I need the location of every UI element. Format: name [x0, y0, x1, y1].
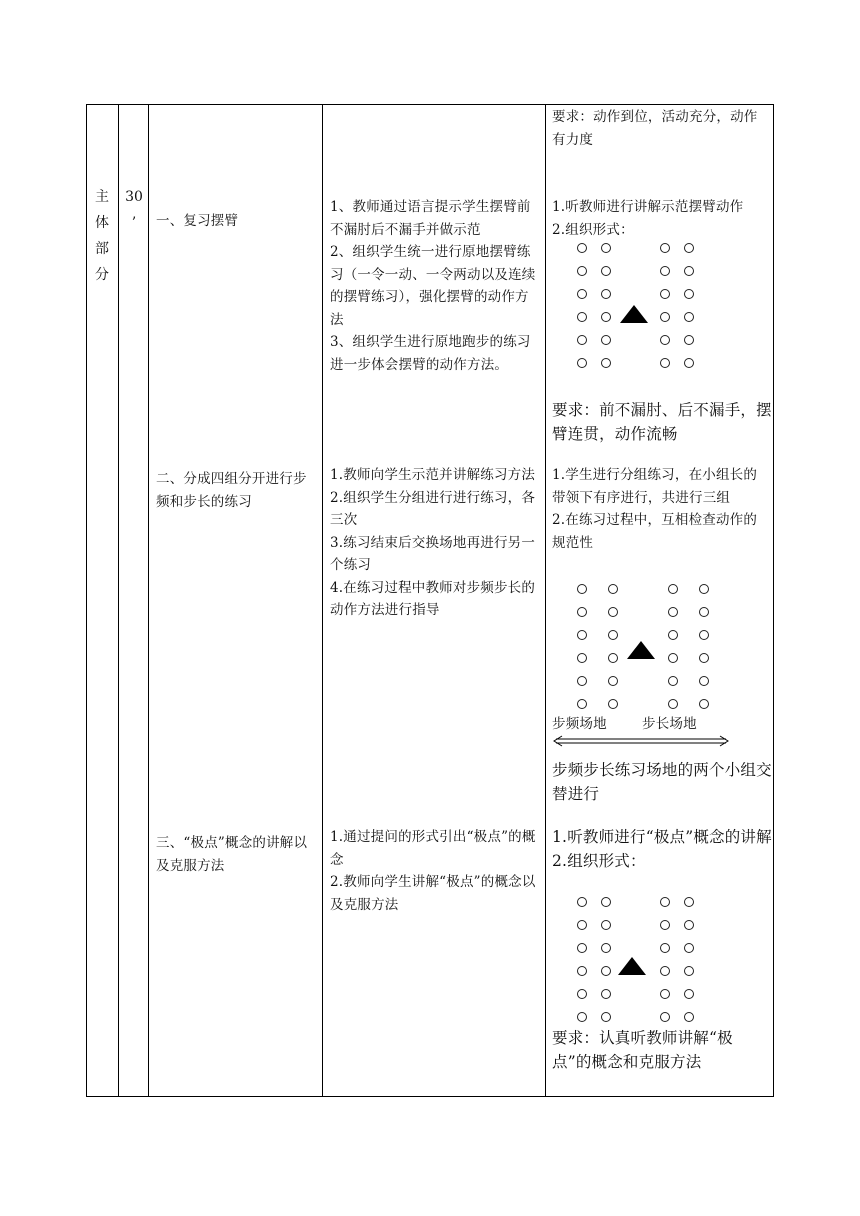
student-marker-icon	[577, 289, 587, 299]
student-marker-icon	[684, 920, 694, 930]
student-marker-icon	[684, 289, 694, 299]
row3-teacher: 1.通过提问的形式引出“极点”的概念 2.教师向学生讲解“极点”的概念以及克服方法	[330, 829, 536, 913]
student-marker-icon	[577, 584, 587, 594]
student-marker-icon	[608, 676, 618, 686]
student-marker-icon	[684, 312, 694, 322]
teacher-marker-icon	[627, 641, 655, 659]
student-marker-icon	[577, 243, 587, 253]
formation-diagram	[577, 243, 697, 373]
student-marker-icon	[577, 266, 587, 276]
student-marker-icon	[601, 243, 611, 253]
student-marker-icon	[601, 312, 611, 322]
student-marker-icon	[668, 630, 678, 640]
student-marker-icon	[660, 943, 670, 953]
student-marker-icon	[601, 897, 611, 907]
row1-requirement: 要求：前不漏肘、后不漏手，摆臂连贯，动作流畅	[552, 401, 772, 443]
row3-student: 1.听教师进行“极点”概念的讲解 2.组织形式：	[552, 828, 772, 870]
student-marker-icon	[577, 335, 587, 345]
row3-requirement: 要求：认真听教师讲解“极点”的概念和克服方法	[552, 1029, 733, 1071]
student-marker-icon	[660, 266, 670, 276]
field-right-label: 步长场地	[642, 716, 697, 732]
student-marker-icon	[577, 653, 587, 663]
student-marker-icon	[660, 989, 670, 999]
student-marker-icon	[608, 584, 618, 594]
student-marker-icon	[660, 1012, 670, 1022]
student-marker-icon	[684, 243, 694, 253]
field-left-label: 步频场地	[552, 716, 607, 732]
row2-student: 1.学生进行分组练习，在小组长的带领下有序进行，共进行三组 2.在练习过程中，互相检查动作的规范性	[552, 467, 758, 551]
student-marker-icon	[608, 699, 618, 709]
student-marker-icon	[601, 989, 611, 999]
column-divider	[148, 105, 149, 1096]
student-marker-icon	[601, 1012, 611, 1022]
student-marker-icon	[699, 676, 709, 686]
section-label: 主 体 部 分	[95, 189, 109, 283]
student-marker-icon	[684, 358, 694, 368]
student-marker-icon	[668, 699, 678, 709]
student-marker-icon	[684, 989, 694, 999]
student-marker-icon	[668, 584, 678, 594]
student-marker-icon	[660, 966, 670, 976]
row2-content: 二、分成四组分开进行步频和步长的练习	[156, 471, 307, 510]
student-marker-icon	[660, 358, 670, 368]
student-marker-icon	[577, 966, 587, 976]
student-marker-icon	[577, 699, 587, 709]
row1-student: 1.听教师进行讲解示范摆臂动作 2.组织形式：	[552, 199, 744, 238]
student-marker-icon	[660, 243, 670, 253]
student-marker-icon	[601, 335, 611, 345]
student-marker-icon	[577, 943, 587, 953]
student-marker-icon	[577, 920, 587, 930]
student-marker-icon	[668, 676, 678, 686]
formation-diagram	[577, 584, 717, 714]
student-marker-icon	[577, 1012, 587, 1022]
teacher-marker-icon	[618, 957, 646, 975]
student-marker-icon	[577, 897, 587, 907]
row2-teacher: 1.教师向学生示范并讲解练习方法 2.组织学生分组进行进行练习，各三次 3.练习结束后交换场地再进行另一个练习 4.在练习过程中教师对步频步长的动作方法进行指导	[330, 467, 536, 618]
student-marker-icon	[684, 943, 694, 953]
student-marker-icon	[577, 312, 587, 322]
student-marker-icon	[660, 920, 670, 930]
student-marker-icon	[608, 607, 618, 617]
student-marker-icon	[577, 630, 587, 640]
student-marker-icon	[684, 335, 694, 345]
student-marker-icon	[577, 676, 587, 686]
row1-teacher: 1、教师通过语言提示学生摆臂前不漏肘后不漏手并做示范 2、组织学生统一进行原地摆臂练习（一令一动、一令两动以及连续的摆臂练习），强化摆臂的动作方法 3、组织学生进行原地跑步的练习进一步体会摆臂的动作方法。	[330, 199, 536, 373]
student-marker-icon	[684, 966, 694, 976]
student-marker-icon	[608, 653, 618, 663]
student-marker-icon	[660, 335, 670, 345]
double-arrow-icon	[553, 735, 729, 747]
student-marker-icon	[699, 653, 709, 663]
student-marker-icon	[601, 266, 611, 276]
student-marker-icon	[699, 584, 709, 594]
student-marker-icon	[577, 989, 587, 999]
row1-student-top: 要求：动作到位，活动充分，动作有力度	[552, 109, 758, 148]
student-marker-icon	[601, 289, 611, 299]
student-marker-icon	[684, 897, 694, 907]
student-marker-icon	[699, 630, 709, 640]
student-marker-icon	[668, 607, 678, 617]
student-marker-icon	[699, 607, 709, 617]
student-marker-icon	[577, 607, 587, 617]
time-label: 30 ’	[125, 189, 143, 231]
student-marker-icon	[601, 920, 611, 930]
student-marker-icon	[684, 1012, 694, 1022]
student-marker-icon	[601, 966, 611, 976]
row3-content: 三、“极点”概念的讲解以及克服方法	[156, 835, 308, 874]
row2-requirement: 步频步长练习场地的两个小组交替进行	[552, 761, 772, 803]
student-marker-icon	[668, 653, 678, 663]
teacher-marker-icon	[620, 305, 648, 323]
student-marker-icon	[699, 699, 709, 709]
column-divider	[118, 105, 119, 1096]
student-marker-icon	[601, 358, 611, 368]
column-divider	[322, 105, 323, 1096]
student-marker-icon	[660, 312, 670, 322]
student-marker-icon	[601, 943, 611, 953]
student-marker-icon	[577, 358, 587, 368]
formation-diagram	[577, 897, 697, 1027]
row1-content: 一、复习摆臂	[156, 213, 239, 229]
student-marker-icon	[608, 630, 618, 640]
student-marker-icon	[660, 897, 670, 907]
column-divider	[545, 105, 546, 1096]
student-marker-icon	[684, 266, 694, 276]
student-marker-icon	[660, 289, 670, 299]
